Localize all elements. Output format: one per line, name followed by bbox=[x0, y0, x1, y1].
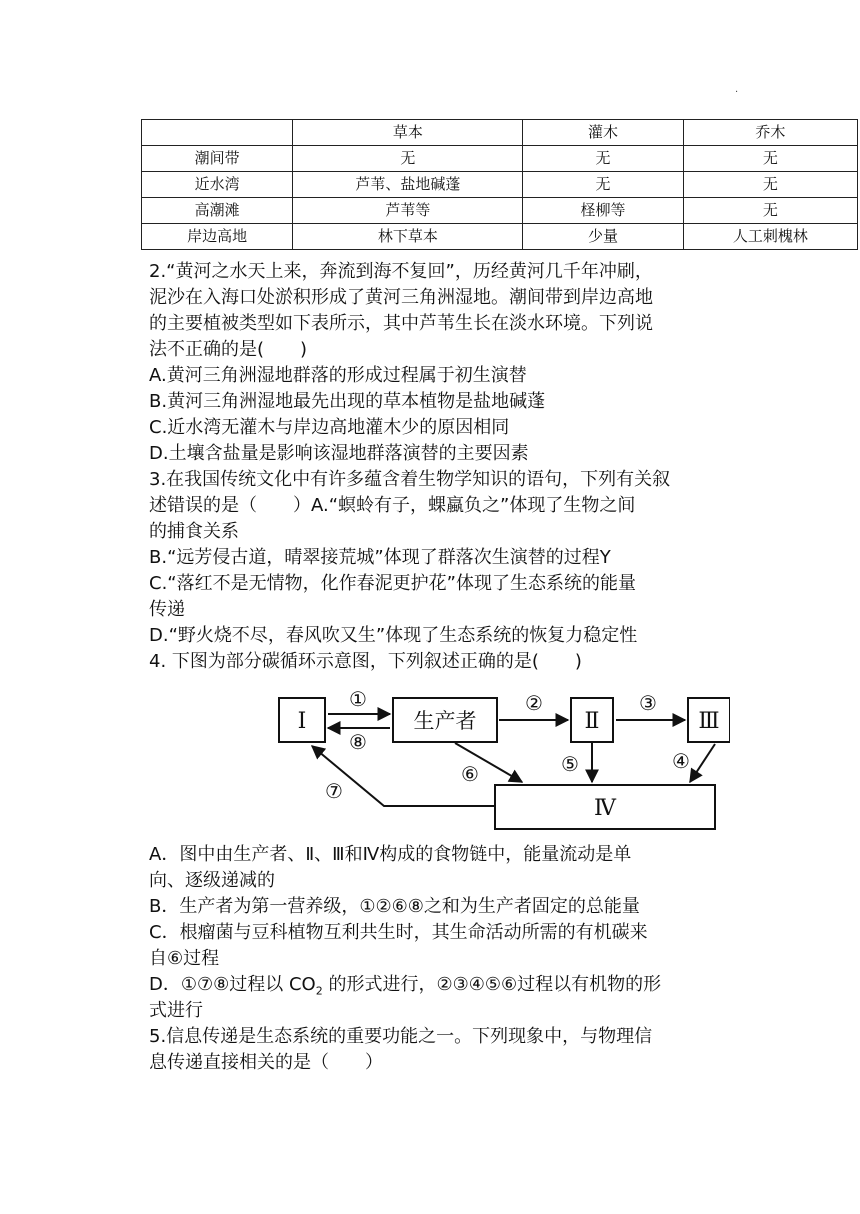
q4-option-line: A．图中由生产者、Ⅱ、Ⅲ和Ⅳ构成的食物链中，能量流动是单 bbox=[149, 844, 632, 865]
node-producer-label: 生产者 bbox=[413, 709, 477, 733]
table-cell: 少量 bbox=[523, 224, 683, 250]
q2-stem-line: 泥沙在入海口处淤积形成了黄河三角洲湿地。潮间带到岸边高地 bbox=[149, 287, 653, 308]
table-row bbox=[142, 146, 858, 172]
co2-subscript: 2 bbox=[315, 984, 323, 998]
q2-stem-line: 2.“黄河之水天上来，奔流到海不复回”，历经黄河几千年冲刷， bbox=[149, 261, 653, 282]
q4-option-d-suffix: 的形式进行，②③④⑤⑥过程以有机物的形 bbox=[322, 974, 662, 995]
table-header-row bbox=[142, 120, 858, 146]
arrow-8-label: ⑧ bbox=[349, 730, 367, 754]
arrow-4-label: ④ bbox=[672, 749, 690, 773]
q4-option-d bbox=[149, 972, 859, 998]
table-cell: 无 bbox=[523, 172, 683, 198]
q2-stem-line: 法不正确的是( ) bbox=[149, 339, 308, 360]
node-iii-label: Ⅲ bbox=[698, 709, 720, 734]
table-cell: 芦苇、盐地碱蓬 bbox=[293, 172, 523, 198]
table-cell: 无 bbox=[683, 146, 857, 172]
table-cell: 人工刺槐林 bbox=[683, 224, 857, 250]
q4-option-line: C．根瘤菌与豆科植物互利共生时，其生命活动所需的有机碳来 bbox=[149, 922, 648, 943]
q2-option-c: C.近水湾无灌木与岸边高地灌木少的原因相同 bbox=[149, 417, 510, 438]
questions-2-4-text bbox=[149, 259, 849, 675]
table-cell: 无 bbox=[683, 172, 857, 198]
q3-line: 的捕食关系 bbox=[149, 521, 239, 542]
table-row bbox=[142, 198, 858, 224]
table-cell: 芦苇等 bbox=[293, 198, 523, 224]
q2-option-b: B.黄河三角洲湿地最先出现的草本植物是盐地碱蓬 bbox=[149, 391, 546, 412]
q3-line: 传递 bbox=[149, 599, 185, 620]
node-ii-label: Ⅱ bbox=[584, 709, 600, 734]
q2-option-d: D.土壤含盐量是影响该湿地群落演替的主要因素 bbox=[149, 443, 529, 464]
q2-option-a: A.黄河三角洲湿地群落的形成过程属于初生演替 bbox=[149, 365, 527, 386]
q3-line: B.“远芳侵古道，晴翠接荒城”体现了群落次生演替的过程Y bbox=[149, 547, 611, 568]
q2-stem-line: 的主要植被类型如下表所示，其中芦苇生长在淡水环境。下列说 bbox=[149, 313, 653, 334]
q4-option-line: B．生产者为第一营养级，①②⑥⑧之和为生产者固定的总能量 bbox=[149, 896, 640, 917]
arrow-1-label: ① bbox=[349, 687, 367, 711]
table-cell: 无 bbox=[523, 146, 683, 172]
q3-line: 3.在我国传统文化中有许多蕴含着生物学知识的语句，下列有关叙 bbox=[149, 469, 671, 490]
table-cell: 无 bbox=[683, 198, 857, 224]
q5-line: 息传递直接相关的是（ ） bbox=[149, 1052, 383, 1073]
table-cell: 近水湾 bbox=[142, 172, 293, 198]
node-i-label: Ⅰ bbox=[297, 709, 307, 734]
table-row bbox=[142, 172, 858, 198]
q4-option-line: 式进行 bbox=[149, 1000, 203, 1021]
arrow-4 bbox=[690, 744, 715, 782]
table-cell: 无 bbox=[293, 146, 523, 172]
arrow-5-label: ⑤ bbox=[561, 752, 579, 776]
table-cell: 灌木 bbox=[523, 120, 683, 146]
table-cell: 乔木 bbox=[683, 120, 857, 146]
carbon-cycle-diagram bbox=[270, 686, 730, 838]
arrow-6-label: ⑥ bbox=[461, 762, 479, 786]
q4-option-line: 自⑥过程 bbox=[149, 948, 220, 969]
q3-line: C.“落红不是无情物，化作春泥更护花”体现了生态系统的能量 bbox=[149, 573, 636, 594]
vegetation-table bbox=[141, 119, 858, 250]
table-cell: 潮间带 bbox=[142, 146, 293, 172]
q3-line: 述错误的是（ ）A.“螟蛉有子，蜾蠃负之”体现了生物之间 bbox=[149, 495, 636, 516]
table-cell: 柽柳等 bbox=[523, 198, 683, 224]
q4-option-line: 向、逐级递减的 bbox=[149, 870, 275, 891]
node-iv-label: Ⅳ bbox=[594, 796, 616, 821]
q4-option-d-prefix: D．①⑦⑧过程以 CO bbox=[149, 974, 316, 995]
arrow-3-label: ③ bbox=[639, 691, 657, 715]
table-cell: 林下草本 bbox=[293, 224, 523, 250]
table-cell: 高潮滩 bbox=[142, 198, 293, 224]
q4-options-q5-text bbox=[149, 842, 859, 1076]
corner-mark: . bbox=[735, 84, 739, 95]
q4-stem: 4. 下图为部分碳循环示意图，下列叙述正确的是( ) bbox=[149, 651, 582, 672]
arrow-7-label: ⑦ bbox=[325, 779, 343, 803]
table-cell: 草本 bbox=[293, 120, 523, 146]
q3-line: D.“野火烧不尽，春风吹又生”体现了生态系统的恢复力稳定性 bbox=[149, 625, 638, 646]
q5-line: 5.信息传递是生态系统的重要功能之一。下列现象中，与物理信 bbox=[149, 1026, 653, 1047]
table-row bbox=[142, 224, 858, 250]
table-cell bbox=[142, 120, 293, 146]
arrow-2-label: ② bbox=[525, 691, 543, 715]
table-cell: 岸边高地 bbox=[142, 224, 293, 250]
